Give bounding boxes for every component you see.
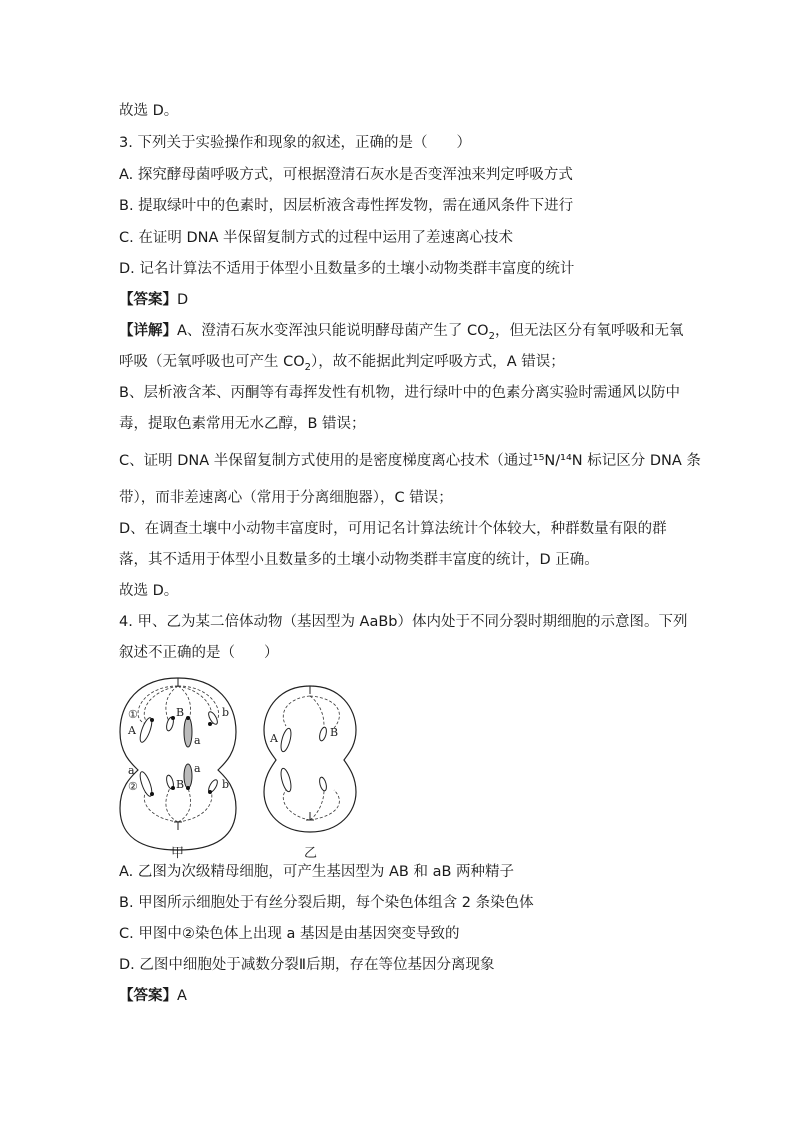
explanation-line-3: B、层析液含苯、丙酮等有毒挥发性有机物，进行绿叶中的色素分离实验时需通风以防中	[119, 385, 680, 401]
explanation-line-8: 落，其不适用于体型小且数量多的土壤小动物类群丰富度的统计，D 正确。	[119, 552, 599, 568]
conclusion-line: 故选 D。	[119, 103, 179, 119]
explanation-text: ，但无法区分有氧呼吸和无氧	[494, 323, 684, 339]
question-4-option-d: D. 乙图中细胞处于减数分裂Ⅱ后期，存在等位基因分离现象	[119, 957, 495, 973]
question-4-option-c: C. 甲图中②染色体上出现 a 基因是由基因突变导致的	[119, 926, 460, 942]
question-3-option-b: B. 提取绿叶中的色素时，因层析液含毒性挥发物，需在通风条件下进行	[119, 198, 574, 214]
answer-value: D	[177, 292, 189, 308]
label-a-lower-2: a	[194, 762, 201, 775]
explanation-line-6: 带），而非差速离心（常用于分离细胞器），C 错误；	[119, 490, 453, 506]
question-3-option-a: A. 探究酵母菌呼吸方式，可根据澄清石灰水是否变浑浊来判定呼吸方式	[119, 167, 573, 183]
question-4-option-a: A. 乙图为次级精母细胞，可产生基因型为 AB 和 aB 两种精子	[119, 864, 515, 880]
cell-division-figure	[118, 672, 378, 866]
explanation-line-1	[119, 321, 683, 347]
question-4-option-b: B. 甲图所示细胞处于有丝分裂后期，每个染色体组含 2 条染色体	[119, 895, 534, 911]
subscript: 2	[304, 361, 312, 373]
explanation-line-7: D、在调查土壤中小动物丰富度时，可用记名计算法统计个体较大，种群数量有限的群	[119, 521, 667, 537]
conclusion-line: 故选 D。	[119, 583, 179, 599]
answer-4	[119, 986, 187, 1006]
question-3-option-d: D. 记名计算法不适用于体型小且数量多的土壤小动物类群丰富度的统计	[119, 261, 575, 277]
question-3-stem: 3. 下列关于实验操作和现象的叙述，正确的是（ ）	[119, 135, 471, 151]
cell-yi-membrane	[264, 686, 356, 832]
label-b: b	[222, 706, 230, 719]
explanation-text: ），故不能据此判定呼吸方式，A 错误；	[311, 354, 565, 370]
caption-jia: 甲	[171, 846, 185, 861]
explanation-line-4: 毒，提取色素常用无水乙醇，B 错误；	[119, 416, 366, 432]
cell-yi-chromosomes	[279, 726, 328, 792]
question-4-stem-continued: 叙述不正确的是（ ）	[119, 645, 279, 661]
label-yi-B: B	[330, 726, 339, 739]
explanation-line-2	[119, 352, 565, 378]
label-a-lower: a	[128, 764, 135, 777]
explanation-text: A、澄清石灰水变浑浊只能说明酵母菌产生了 CO	[177, 323, 489, 339]
label-circle-2: ②	[128, 780, 138, 793]
label-B-lower: B	[176, 778, 185, 791]
explanation-text: 呼吸（无氧呼吸也可产生 CO	[119, 354, 305, 370]
label-circle-1: ①	[128, 708, 138, 721]
subscript: 2	[488, 330, 495, 342]
cell-diagram	[118, 672, 378, 862]
label-b-lower: b	[222, 778, 230, 791]
label-yi-A: A	[270, 732, 278, 745]
answer-tag: 【答案】	[119, 292, 177, 308]
label-A: A	[128, 724, 136, 737]
cell-yi-spindle	[283, 696, 339, 820]
explanation-line-5: C、证明 DNA 半保留复制方式使用的是密度梯度离心技术（通过¹⁵N/¹⁴N 标记区分 DNA 条	[119, 453, 701, 469]
explanation-tag: 【详解】	[119, 323, 177, 339]
question-3-option-c: C. 在证明 DNA 半保留复制方式的过程中运用了差速离心技术	[119, 230, 513, 246]
caption-yi: 乙	[304, 846, 318, 861]
label-B: B	[176, 706, 185, 719]
answer-value: A	[177, 988, 187, 1004]
label-a: a	[194, 734, 201, 747]
question-4-stem: 4. 甲、乙为某二倍体动物（基因型为 AaBb）体内处于不同分裂时期细胞的示意图。下列	[119, 614, 688, 630]
answer-tag: 【答案】	[119, 988, 177, 1004]
answer-3	[119, 290, 188, 310]
